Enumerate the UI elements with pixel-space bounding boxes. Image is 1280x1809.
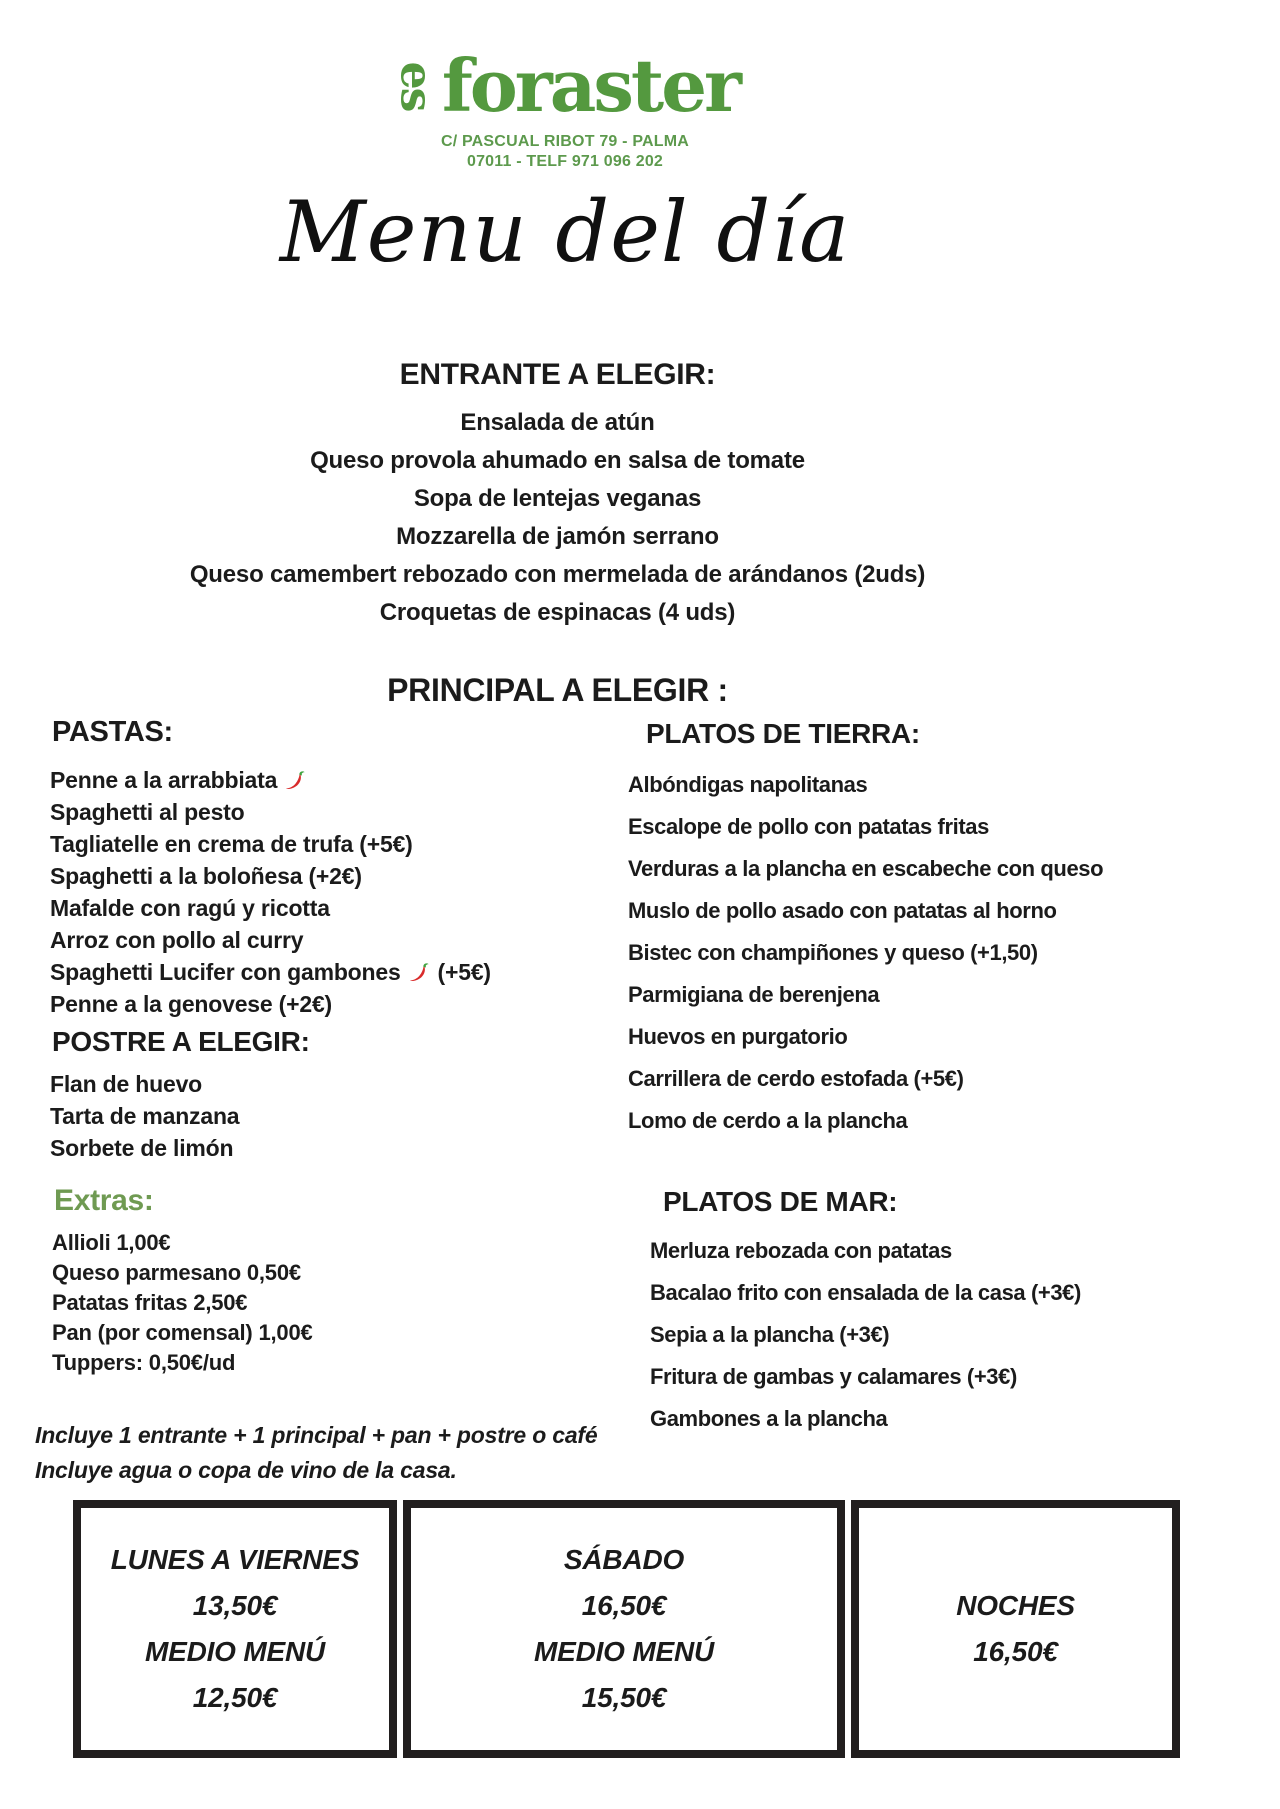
menu-item: Queso camembert rebozado con mermelada de arándanos (2uds)	[189, 561, 926, 588]
menu-item: Tarta de manzana	[50, 1103, 240, 1129]
postre-heading: POSTRE A ELEGIR:	[52, 1026, 310, 1057]
entrante-heading: ENTRANTE A ELEGIR:	[399, 358, 716, 391]
extras-heading: Extras:	[54, 1184, 154, 1217]
menu-item: Albóndigas napolitanas	[628, 772, 868, 797]
address-line-1: C/ PASCUAL RIBOT 79 - PALMA	[440, 133, 690, 150]
menu-item: Queso provola ahumado en salsa de tomate	[310, 447, 805, 474]
mar-heading: PLATOS DE MAR:	[663, 1186, 898, 1217]
menu-item-label: Penne a la arrabbiata	[50, 767, 278, 793]
price-box-line: 15,50€	[581, 1682, 667, 1713]
tierra-heading: PLATOS DE TIERRA:	[646, 718, 920, 749]
price-box-line: 13,50€	[192, 1590, 278, 1621]
price-box-line: MEDIO MENÚ	[144, 1636, 325, 1667]
pastas-list	[50, 764, 570, 1020]
menu-item: Lomo de cerdo a la plancha	[628, 1108, 908, 1133]
header	[0, 40, 1130, 286]
menu-item: Sepia a la plancha (+3€)	[650, 1322, 890, 1347]
price-box-line: 16,50€	[581, 1590, 667, 1621]
menu-item: Sopa de lentejas veganas	[413, 485, 702, 512]
menu-item: Huevos en purgatorio	[628, 1024, 848, 1049]
chili-pepper-icon	[408, 962, 430, 984]
menu-item: Escalope de pollo con patatas fritas	[628, 814, 989, 839]
menu-item: Bistec con champiñones y queso (+1,50)	[628, 940, 1038, 965]
menu-item: Carrillera de cerdo estofada (+5€)	[628, 1066, 964, 1091]
price-box-line: NOCHES	[956, 1590, 1075, 1621]
pastas-heading: PASTAS:	[52, 716, 173, 748]
menu-item: Sorbete de limón	[50, 1135, 234, 1161]
menu-script-title: Menu del día	[279, 183, 851, 281]
note-line: Incluye 1 entrante + 1 principal + pan + postre o café	[35, 1422, 598, 1448]
menu-item: Arroz con pollo al curry	[50, 927, 304, 953]
price-box-nights	[851, 1500, 1180, 1758]
menu-item: Ensalada de atún	[460, 409, 655, 436]
menu-item: Tagliatelle en crema de trufa (+5€)	[50, 831, 413, 857]
price-box-saturday	[403, 1500, 845, 1758]
price-box-weekdays	[73, 1500, 397, 1758]
menu-item: Mafalde con ragú y ricotta	[50, 895, 330, 921]
menu-item: Gambones a la plancha	[650, 1406, 888, 1431]
menu-item: Patatas fritas 2,50€	[52, 1290, 248, 1315]
menu-item: Flan de huevo	[50, 1071, 203, 1097]
chili-pepper-icon	[284, 770, 306, 792]
menu-includes-note	[35, 1418, 597, 1488]
menu-item-price-note: (+5€)	[437, 959, 491, 985]
menu-item-label: Spaghetti Lucifer con gambones	[50, 959, 401, 985]
price-box-line: LUNES A VIERNES	[110, 1544, 360, 1575]
logo-wordmark: foraster	[441, 43, 739, 128]
principal-heading: PRINCIPAL A ELEGIR :	[387, 672, 728, 708]
restaurant-logo	[0, 40, 1130, 132]
menu-item: Merluza rebozada con patatas	[650, 1238, 952, 1263]
price-box-line: 16,50€	[973, 1636, 1058, 1667]
menu-item: Fritura de gambas y calamares (+3€)	[650, 1364, 1017, 1389]
price-box-line: SÁBADO	[563, 1544, 685, 1575]
menu-item: Muslo de pollo asado con patatas al horno	[628, 898, 1057, 923]
price-box-line: 12,50€	[192, 1682, 278, 1713]
menu-item	[50, 956, 570, 988]
menu-item: Parmigiana de berenjena	[628, 982, 880, 1007]
menu-item: Allioli 1,00€	[52, 1230, 171, 1255]
mar-list	[650, 1230, 1250, 1440]
menu-item: Queso parmesano 0,50€	[52, 1260, 301, 1285]
tierra-list	[628, 764, 1248, 1142]
menu-item: Mozzarella de jamón serrano	[396, 523, 719, 550]
logo-rotated-es: es	[390, 61, 442, 111]
entrante-list	[0, 404, 1115, 632]
menu-item: Penne a la genovese (+2€)	[50, 991, 332, 1017]
address-line-2: 07011 - TELF 971 096 202	[466, 153, 664, 170]
postre-list	[50, 1068, 239, 1164]
menu-item: Verduras a la plancha en escabeche con queso	[628, 856, 1104, 881]
extras-list	[52, 1228, 313, 1378]
menu-item: Pan (por comensal) 1,00€	[52, 1320, 313, 1345]
section-entrante	[0, 358, 1115, 632]
menu-item: Spaghetti a la boloñesa (+2€)	[50, 863, 362, 889]
menu-item: Tuppers: 0,50€/ud	[52, 1350, 236, 1375]
menu-item: Croquetas de espinacas (4 uds)	[379, 599, 736, 626]
price-box-line: MEDIO MENÚ	[533, 1636, 714, 1667]
menu-item: Bacalao frito con ensalada de la casa (+3€)	[650, 1280, 1081, 1305]
note-line: Incluye agua o copa de vino de la casa.	[35, 1457, 457, 1483]
menu-item: Spaghetti al pesto	[50, 799, 245, 825]
menu-item	[50, 764, 570, 796]
